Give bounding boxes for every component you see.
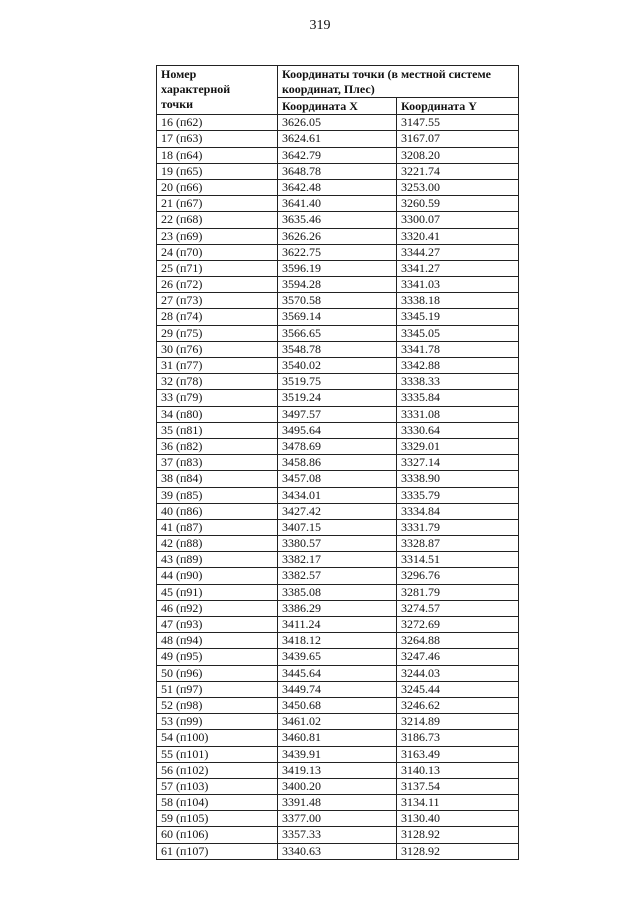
- table-row: [157, 584, 519, 600]
- x-coordinate-cell: 3497.57: [278, 406, 397, 422]
- x-coordinate-cell: 3445.64: [278, 665, 397, 681]
- y-coordinate-header: Координата Y: [397, 98, 519, 115]
- point-number-cell: 51 (п97): [157, 681, 278, 697]
- x-coordinate-header: Координата X: [278, 98, 397, 115]
- y-coordinate-cell: 3341.78: [397, 341, 519, 357]
- point-number-cell: 46 (п92): [157, 600, 278, 616]
- table-row: [157, 244, 519, 260]
- point-number-cell: 25 (п71): [157, 260, 278, 276]
- coordinates-table: [156, 65, 519, 860]
- x-coordinate-cell: 3566.65: [278, 325, 397, 341]
- table-row: [157, 519, 519, 535]
- y-coordinate-cell: 3186.73: [397, 730, 519, 746]
- y-coordinate-cell: 3167.07: [397, 131, 519, 147]
- point-number-cell: 52 (п98): [157, 697, 278, 713]
- table-row: [157, 309, 519, 325]
- y-coordinate-cell: 3140.13: [397, 762, 519, 778]
- table-row: [157, 390, 519, 406]
- x-coordinate-cell: 3622.75: [278, 244, 397, 260]
- table-row: [157, 617, 519, 633]
- x-coordinate-cell: 3380.57: [278, 536, 397, 552]
- point-number-cell: 35 (п81): [157, 422, 278, 438]
- table-row: [157, 277, 519, 293]
- x-coordinate-cell: 3519.75: [278, 374, 397, 390]
- table-body: [157, 115, 519, 860]
- y-coordinate-cell: 3345.19: [397, 309, 519, 325]
- x-coordinate-cell: 3434.01: [278, 487, 397, 503]
- y-coordinate-cell: 3300.07: [397, 212, 519, 228]
- x-coordinate-cell: 3449.74: [278, 681, 397, 697]
- table-row: [157, 568, 519, 584]
- point-number-cell: 24 (п70): [157, 244, 278, 260]
- x-coordinate-cell: 3400.20: [278, 778, 397, 794]
- table-row: [157, 730, 519, 746]
- y-coordinate-cell: 3335.84: [397, 390, 519, 406]
- x-coordinate-cell: 3439.65: [278, 649, 397, 665]
- table-row: [157, 438, 519, 454]
- y-coordinate-cell: 3331.79: [397, 519, 519, 535]
- x-coordinate-cell: 3635.46: [278, 212, 397, 228]
- y-coordinate-cell: 3274.57: [397, 600, 519, 616]
- point-number-cell: 50 (п96): [157, 665, 278, 681]
- x-coordinate-cell: 3377.00: [278, 811, 397, 827]
- y-coordinate-cell: 3134.11: [397, 795, 519, 811]
- point-number-cell: 33 (п79): [157, 390, 278, 406]
- x-coordinate-cell: 3385.08: [278, 584, 397, 600]
- y-coordinate-cell: 3264.88: [397, 633, 519, 649]
- y-coordinate-cell: 3341.27: [397, 260, 519, 276]
- table-row: [157, 811, 519, 827]
- y-coordinate-cell: 3338.90: [397, 471, 519, 487]
- point-number-cell: 60 (п106): [157, 827, 278, 843]
- y-coordinate-cell: 3320.41: [397, 228, 519, 244]
- point-number-cell: 23 (п69): [157, 228, 278, 244]
- y-coordinate-cell: 3314.51: [397, 552, 519, 568]
- x-coordinate-cell: 3407.15: [278, 519, 397, 535]
- y-coordinate-cell: 3329.01: [397, 438, 519, 454]
- point-number-cell: 42 (п88): [157, 536, 278, 552]
- point-number-cell: 32 (п78): [157, 374, 278, 390]
- y-coordinate-cell: 3344.27: [397, 244, 519, 260]
- point-number-cell: 28 (п74): [157, 309, 278, 325]
- x-coordinate-cell: 3439.91: [278, 746, 397, 762]
- table-row: [157, 552, 519, 568]
- table-row: [157, 697, 519, 713]
- point-number-cell: 34 (п80): [157, 406, 278, 422]
- point-number-cell: 40 (п86): [157, 503, 278, 519]
- table-row: [157, 455, 519, 471]
- x-coordinate-cell: 3495.64: [278, 422, 397, 438]
- y-coordinate-cell: 3246.62: [397, 697, 519, 713]
- table-row: [157, 600, 519, 616]
- y-coordinate-cell: 3330.64: [397, 422, 519, 438]
- y-coordinate-cell: 3342.88: [397, 358, 519, 374]
- y-coordinate-cell: 3334.84: [397, 503, 519, 519]
- y-coordinate-cell: 3338.18: [397, 293, 519, 309]
- point-number-cell: 55 (п101): [157, 746, 278, 762]
- point-number-header: Номер характерной точки: [157, 66, 278, 115]
- table-row: [157, 487, 519, 503]
- table-row: [157, 665, 519, 681]
- y-coordinate-cell: 3147.55: [397, 115, 519, 131]
- y-coordinate-cell: 3221.74: [397, 163, 519, 179]
- table-row: [157, 163, 519, 179]
- point-number-cell: 39 (п85): [157, 487, 278, 503]
- table-row: [157, 536, 519, 552]
- point-number-cell: 54 (п100): [157, 730, 278, 746]
- point-number-cell: 30 (п76): [157, 341, 278, 357]
- x-coordinate-cell: 3540.02: [278, 358, 397, 374]
- x-coordinate-cell: 3519.24: [278, 390, 397, 406]
- x-coordinate-cell: 3382.17: [278, 552, 397, 568]
- coordinates-group-header: Координаты точки (в местной системе координат, Плес): [278, 66, 519, 98]
- x-coordinate-cell: 3419.13: [278, 762, 397, 778]
- table-row: [157, 746, 519, 762]
- table-row: [157, 179, 519, 195]
- table-row: [157, 341, 519, 357]
- x-coordinate-cell: 3594.28: [278, 277, 397, 293]
- point-number-cell: 26 (п72): [157, 277, 278, 293]
- x-coordinate-cell: 3642.48: [278, 179, 397, 195]
- table-row: [157, 358, 519, 374]
- point-number-cell: 45 (п91): [157, 584, 278, 600]
- x-coordinate-cell: 3461.02: [278, 714, 397, 730]
- point-number-cell: 38 (п84): [157, 471, 278, 487]
- x-coordinate-cell: 3411.24: [278, 617, 397, 633]
- point-number-cell: 17 (п63): [157, 131, 278, 147]
- x-coordinate-cell: 3427.42: [278, 503, 397, 519]
- y-coordinate-cell: 3296.76: [397, 568, 519, 584]
- y-coordinate-cell: 3128.92: [397, 843, 519, 859]
- y-coordinate-cell: 3328.87: [397, 536, 519, 552]
- x-coordinate-cell: 3596.19: [278, 260, 397, 276]
- y-coordinate-cell: 3214.89: [397, 714, 519, 730]
- y-coordinate-cell: 3128.92: [397, 827, 519, 843]
- x-coordinate-cell: 3460.81: [278, 730, 397, 746]
- table-row: [157, 503, 519, 519]
- point-number-cell: 57 (п103): [157, 778, 278, 794]
- x-coordinate-cell: 3642.79: [278, 147, 397, 163]
- x-coordinate-cell: 3648.78: [278, 163, 397, 179]
- y-coordinate-cell: 3137.54: [397, 778, 519, 794]
- x-coordinate-cell: 3626.26: [278, 228, 397, 244]
- x-coordinate-cell: 3382.57: [278, 568, 397, 584]
- table-row: [157, 762, 519, 778]
- y-coordinate-cell: 3338.33: [397, 374, 519, 390]
- x-coordinate-cell: 3357.33: [278, 827, 397, 843]
- x-coordinate-cell: 3570.58: [278, 293, 397, 309]
- point-number-cell: 56 (п102): [157, 762, 278, 778]
- table-row: [157, 406, 519, 422]
- x-coordinate-cell: 3624.61: [278, 131, 397, 147]
- point-number-cell: 20 (п66): [157, 179, 278, 195]
- table-row: [157, 471, 519, 487]
- point-number-cell: 58 (п104): [157, 795, 278, 811]
- table-row: [157, 681, 519, 697]
- table-row: [157, 374, 519, 390]
- table-row: [157, 147, 519, 163]
- table-row: [157, 827, 519, 843]
- table-header-row: [157, 66, 519, 98]
- table-row: [157, 795, 519, 811]
- y-coordinate-cell: 3130.40: [397, 811, 519, 827]
- x-coordinate-cell: 3391.48: [278, 795, 397, 811]
- x-coordinate-cell: 3418.12: [278, 633, 397, 649]
- y-coordinate-cell: 3244.03: [397, 665, 519, 681]
- x-coordinate-cell: 3641.40: [278, 196, 397, 212]
- y-coordinate-cell: 3331.08: [397, 406, 519, 422]
- point-number-cell: 19 (п65): [157, 163, 278, 179]
- point-number-cell: 16 (п62): [157, 115, 278, 131]
- table-row: [157, 212, 519, 228]
- point-number-cell: 59 (п105): [157, 811, 278, 827]
- table-row: [157, 633, 519, 649]
- y-coordinate-cell: 3281.79: [397, 584, 519, 600]
- y-coordinate-cell: 3253.00: [397, 179, 519, 195]
- point-number-cell: 53 (п99): [157, 714, 278, 730]
- point-number-cell: 47 (п93): [157, 617, 278, 633]
- point-number-cell: 49 (п95): [157, 649, 278, 665]
- y-coordinate-cell: 3327.14: [397, 455, 519, 471]
- point-number-cell: 44 (п90): [157, 568, 278, 584]
- table-row: [157, 843, 519, 859]
- y-coordinate-cell: 3335.79: [397, 487, 519, 503]
- y-coordinate-cell: 3341.03: [397, 277, 519, 293]
- table-row: [157, 325, 519, 341]
- point-number-cell: 48 (п94): [157, 633, 278, 649]
- x-coordinate-cell: 3458.86: [278, 455, 397, 471]
- table-row: [157, 422, 519, 438]
- point-number-cell: 41 (п87): [157, 519, 278, 535]
- table-row: [157, 131, 519, 147]
- x-coordinate-cell: 3569.14: [278, 309, 397, 325]
- table-row: [157, 115, 519, 131]
- y-coordinate-cell: 3247.46: [397, 649, 519, 665]
- point-number-cell: 18 (п64): [157, 147, 278, 163]
- table-row: [157, 196, 519, 212]
- x-coordinate-cell: 3548.78: [278, 341, 397, 357]
- table-row: [157, 293, 519, 309]
- point-number-cell: 31 (п77): [157, 358, 278, 374]
- point-number-cell: 43 (п89): [157, 552, 278, 568]
- x-coordinate-cell: 3340.63: [278, 843, 397, 859]
- x-coordinate-cell: 3450.68: [278, 697, 397, 713]
- y-coordinate-cell: 3163.49: [397, 746, 519, 762]
- point-number-cell: 37 (п83): [157, 455, 278, 471]
- x-coordinate-cell: 3457.08: [278, 471, 397, 487]
- table-row: [157, 260, 519, 276]
- table-row: [157, 228, 519, 244]
- page-number: 319: [309, 18, 331, 33]
- point-number-cell: 21 (п67): [157, 196, 278, 212]
- y-coordinate-cell: 3245.44: [397, 681, 519, 697]
- table-row: [157, 714, 519, 730]
- y-coordinate-cell: 3345.05: [397, 325, 519, 341]
- table-row: [157, 778, 519, 794]
- x-coordinate-cell: 3386.29: [278, 600, 397, 616]
- point-number-cell: 22 (п68): [157, 212, 278, 228]
- x-coordinate-cell: 3626.05: [278, 115, 397, 131]
- y-coordinate-cell: 3208.20: [397, 147, 519, 163]
- point-number-cell: 36 (п82): [157, 438, 278, 454]
- x-coordinate-cell: 3478.69: [278, 438, 397, 454]
- point-number-cell: 29 (п75): [157, 325, 278, 341]
- y-coordinate-cell: 3272.69: [397, 617, 519, 633]
- y-coordinate-cell: 3260.59: [397, 196, 519, 212]
- table-row: [157, 649, 519, 665]
- point-number-cell: 27 (п73): [157, 293, 278, 309]
- point-number-cell: 61 (п107): [157, 843, 278, 859]
